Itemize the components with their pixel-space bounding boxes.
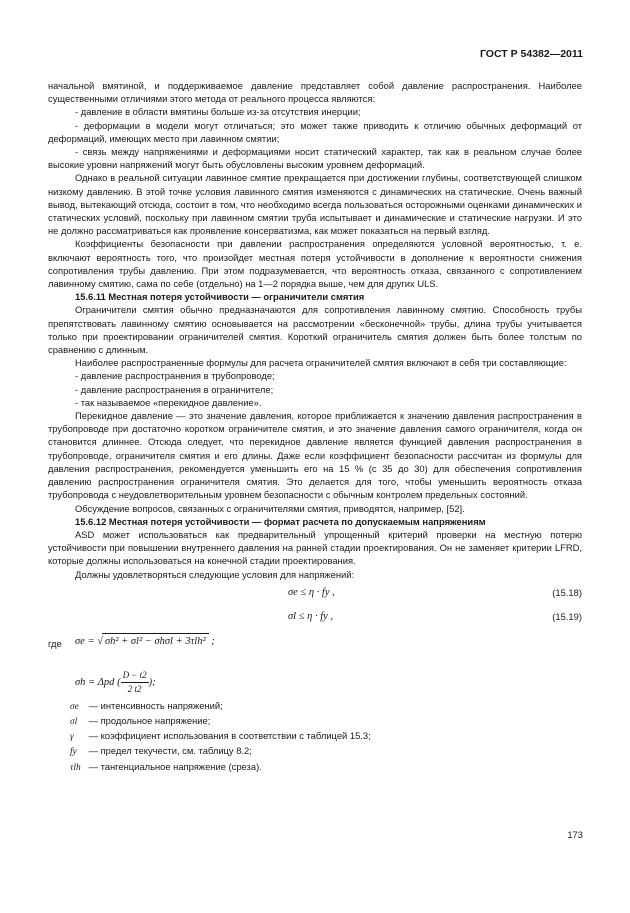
definition-text: — продольное напряжение; (88, 714, 211, 726)
section-heading: 15.6.11 Местная потеря устойчивости — ограничители смятия (75, 291, 365, 303)
formula-expression: σl ≤ η · fy , (288, 610, 334, 622)
formula-lhs: σh = Δpd (75, 676, 115, 688)
denominator: 2 t2 (127, 683, 142, 694)
list-item: - деформации в модели могут отличаться; это может также приводить к отличию обычных деформаций от деформаций, имеющих место при лавинном смятии; (48, 119, 582, 144)
paragraph: Однако в реальной ситуации лавинное смятие прекращается при достижении глубины, соответствующей слишком низкому давлению. В этой точке условия лавинного смятия изменяются с динамических на статические. Очень важный вывод, вытекающий отсюда, состоит в том, что необходимо всегда пользоваться осторожными оценками динамических и статических условий, поскольку при лавинном смятии труба испытывает и динамические и статические нагрузки. И это не должно рассматриваться как проявление консерватизма, как может показаться на первый взгляд. (48, 172, 582, 237)
definition-text: — коэффициент использования в соответствии с таблицей 15.3; (88, 730, 371, 742)
definition-row (70, 744, 582, 759)
left-paren: ( (117, 676, 121, 688)
sqrt-sign: √ (97, 635, 103, 647)
formula-15-18 (48, 581, 582, 605)
formula-lhs: σe = (75, 635, 95, 647)
definition-row (70, 714, 582, 729)
list-item: - связь между напряжениями и деформациями носит статический характер, так как в реальном случае более высокие уровни напряжений могут быть обусловлены высоким уровнем деформаций. (48, 146, 582, 171)
formula-number: (15.19) (552, 610, 582, 622)
formula-number: (15.18) (552, 586, 582, 598)
definition-row (70, 729, 582, 744)
list-item: - давление распространения в ограничителе; (75, 383, 274, 395)
page-number: 173 (567, 829, 583, 840)
formula-tail: ; (152, 676, 156, 688)
hoop-stress-formula (75, 669, 156, 696)
equivalent-stress-formula (75, 633, 215, 648)
fraction (121, 669, 149, 696)
definition-text: — тангенциальное напряжение (среза). (88, 760, 262, 772)
section-heading: 15.6.12 Местная потеря устойчивости — формат расчета по допускаемым напряжениям (75, 515, 486, 527)
list-item: - давление в области вмятины больше из-за отсутствия инерции; (75, 106, 361, 118)
document-body (48, 79, 582, 775)
formula-tail: ; (211, 635, 215, 647)
symbol: γ (70, 732, 74, 743)
numerator: D − t2 (121, 669, 149, 683)
formula-expression: σe ≤ η · fy , (288, 586, 335, 598)
symbol: σe (70, 701, 79, 712)
paragraph: начальной вмятиной, и поддерживаемое давление представляет собой давление распространения. Наиболее существенными отличиями этого метода от реального процесса являются: (48, 80, 582, 105)
paragraph: Ограничители смятия обычно предназначаются для сопротивления лавинному смятию. Способность трубы препятствовать лавинному смятию основывается на рассмотрении «бесконечной» трубы, длина трубы учитывается только при проектировании ограничителей смятия. Короткий ограничитель смятия должен быть более толстым по сравнению с длинным. (48, 304, 582, 356)
list-item: - давление распространения в трубопроводе; (75, 370, 275, 382)
definition-text: — интенсивность напряжений; (88, 699, 223, 711)
paragraph: Должны удовлетворяться следующие условия для напряжений: (75, 568, 355, 580)
paragraph: Перекидное давление — это значение давления, которое приближается к значению давления распространения в трубопроводе при достаточно коротком ограничителе смятия, и это значение давления самого ограничителя, когда он становится длиннее. Отсюда следует, что перекидное давление является функцией давления распространения в трубопроводе, ограничителя смятия и его длины. Даже если коэффициент безопасности рассчитан из формулы для давления распространения, рекомендуется уменьшить его на 15 % (с 35 до 30) для обеспечения сопротивления давлению распространения ограничителя смятия. Это делается для того, чтобы уменьшить вероятность отказа трубопровода с неудовлетворительным уровнем безопасности с обычным контролем предельных состояний. (48, 410, 582, 501)
formula-definitions (48, 629, 582, 699)
symbol: τlh (70, 762, 81, 773)
symbol: fy (70, 747, 77, 758)
definition-row (70, 699, 582, 714)
formula-15-19 (48, 605, 582, 629)
paragraph: Наиболее распространенные формулы для расчета ограничителей смятия включают в себя три составляющие: (75, 357, 567, 369)
paragraph: Обсуждение вопросов, связанных с ограничителями смятия, приводятся, например, [52]. (75, 502, 465, 514)
standard-header: ГОСТ Р 54382—2011 (479, 48, 583, 60)
where-label: где (48, 637, 62, 649)
definition-text: — предел текучести, см. таблицу 8.2; (88, 745, 252, 757)
right-paren: ) (148, 676, 153, 688)
definition-row (70, 760, 582, 775)
radicand: σh² + σl² − σhσl + 3τlh² (102, 633, 209, 648)
paragraph: Коэффициенты безопасности при давлении распространения определяются условной вероятностью, т. е. включают вероятность того, что произойдет местная потеря устойчивости в дополнение к вероятности снижения сопротивления трубы давлению. При этом подразумевается, что вероятность отказа, связанного с сопротивлением лавинному смятию, сама по себе (отдельно) на 1—2 порядка выше, чем для других ULS. (48, 238, 582, 290)
symbol: σl (70, 716, 78, 727)
symbol-definitions (48, 699, 582, 775)
paragraph: ASD может использоваться как предварительный упрощенный критерий проверки на местную потерю устойчивости при повышении внутреннего давления на ранней стадии проектирования. Он не заменяет критерии LFRD, которые должны использоваться на конечной стадии проектирования. (48, 528, 582, 567)
list-item: - так называемое «перекидное давление». (75, 396, 262, 408)
